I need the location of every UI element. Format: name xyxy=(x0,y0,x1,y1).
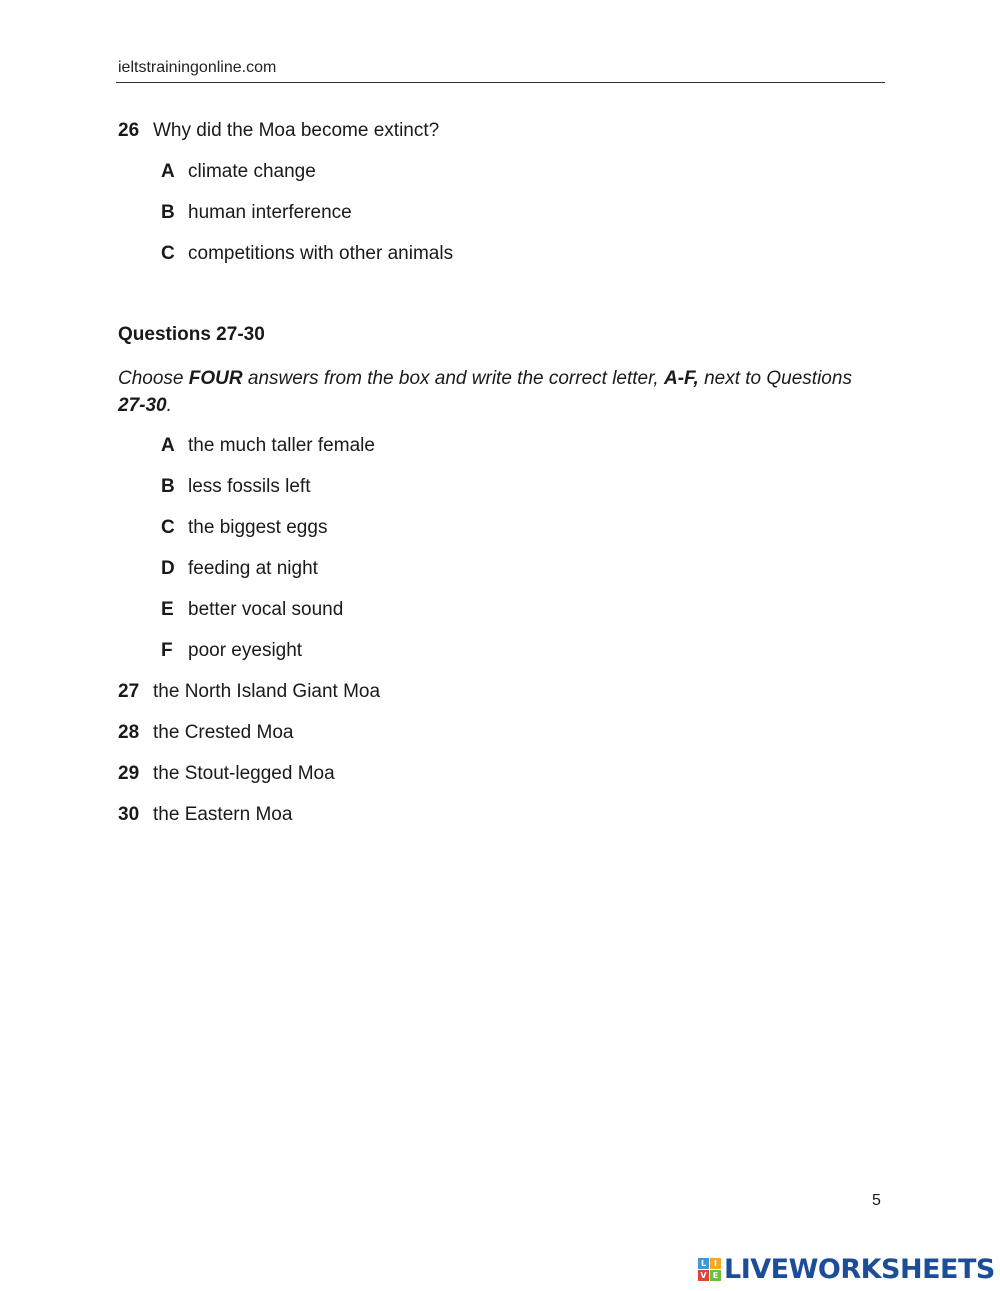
question-30 xyxy=(118,803,292,827)
option-letter: F xyxy=(161,640,173,661)
section-instruction xyxy=(118,365,878,419)
option-letter: A xyxy=(161,435,175,456)
option-letter: C xyxy=(161,243,175,264)
box-option-a xyxy=(161,434,375,458)
box-option-d xyxy=(161,557,318,581)
q26-option-c xyxy=(161,242,453,266)
option-letter: C xyxy=(161,517,175,538)
option-letter: E xyxy=(161,599,174,620)
option-text: better vocal sound xyxy=(188,599,344,620)
question-number: 26 xyxy=(118,120,140,141)
instruction-emphasis: A-F, xyxy=(663,368,699,389)
question-29 xyxy=(118,762,335,786)
question-26 xyxy=(118,119,439,143)
brand-text: LIVEWORKSHEETS xyxy=(724,1253,995,1285)
box-option-e xyxy=(161,598,343,622)
question-text: the North Island Giant Moa xyxy=(153,681,381,702)
option-text: competitions with other animals xyxy=(188,243,454,264)
instruction-emphasis: 27-30 xyxy=(118,395,167,416)
question-27 xyxy=(118,680,380,704)
question-number: 28 xyxy=(118,722,140,743)
liveworksheets-logo[interactable] xyxy=(698,1252,995,1286)
question-28 xyxy=(118,721,293,745)
option-text: the much taller female xyxy=(188,435,375,456)
question-text: the Stout-legged Moa xyxy=(153,763,335,784)
option-text: the biggest eggs xyxy=(188,517,328,538)
section-title: Questions 27-30 xyxy=(118,324,265,345)
option-text: poor eyesight xyxy=(188,640,303,661)
instruction-emphasis: FOUR xyxy=(188,368,243,389)
box-option-b xyxy=(161,475,310,499)
page-number: 5 xyxy=(872,1192,881,1209)
header-divider xyxy=(116,82,885,83)
option-text: feeding at night xyxy=(188,558,318,579)
box-option-f xyxy=(161,639,302,663)
q26-option-b xyxy=(161,201,352,225)
logo-tile: I xyxy=(710,1258,721,1269)
question-text: the Eastern Moa xyxy=(153,804,293,825)
option-text: human interference xyxy=(188,202,352,223)
option-text: climate change xyxy=(188,161,316,182)
option-letter: B xyxy=(161,202,175,223)
instruction-text: Choose xyxy=(118,368,189,389)
q26-option-a xyxy=(161,160,316,184)
option-letter: D xyxy=(161,558,175,579)
logo-tile: L xyxy=(698,1258,709,1269)
logo-tile: E xyxy=(710,1270,721,1281)
instruction-text: next to Questions xyxy=(698,368,852,389)
box-option-c xyxy=(161,516,327,540)
question-number: 30 xyxy=(118,804,140,825)
option-letter: A xyxy=(161,161,175,182)
logo-tile: V xyxy=(698,1270,709,1281)
question-number: 29 xyxy=(118,763,140,784)
instruction-text: answers from the box and write the correct letter, xyxy=(242,368,664,389)
site-header-text: ieltstrainingonline.com xyxy=(118,59,277,76)
question-text: the Crested Moa xyxy=(153,722,294,743)
question-number: 27 xyxy=(118,681,140,702)
liveworksheets-icon xyxy=(698,1258,721,1281)
instruction-text: . xyxy=(166,395,172,416)
option-text: less fossils left xyxy=(188,476,311,497)
question-text: Why did the Moa become extinct? xyxy=(153,120,440,141)
option-letter: B xyxy=(161,476,175,497)
